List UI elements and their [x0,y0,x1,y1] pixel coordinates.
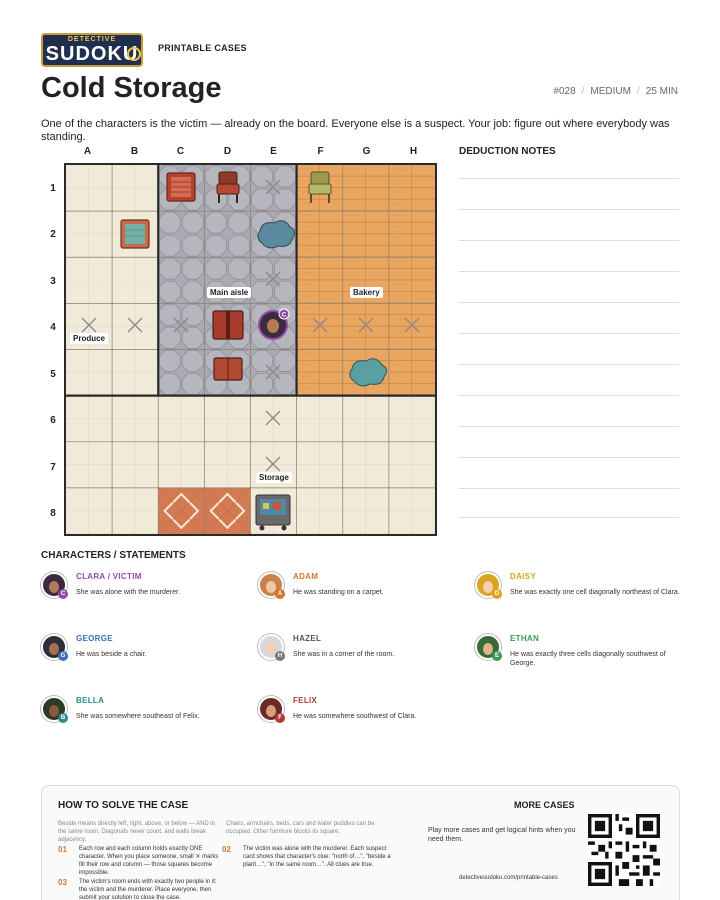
step-text: The victim was alone with the murderer. Each suspect card shows that character's clue: "north of…", "beside a plant…", "in the same room…". All clues are true. [243,846,391,868]
row-label-8: 8 [50,508,56,519]
avatar [475,634,501,660]
printable-label: PRINTABLE CASES [158,43,247,53]
step-text: The victim's room ends with exactly two people in it: the victim and the murderer. Place everyone, then submit your solution to close the case. [79,879,217,900]
column-label-f: F [317,146,324,157]
avatar [41,696,67,722]
character-statement: She was in a corner of the room. [293,651,395,658]
characters-title: CHARACTERS / STATEMENTS [41,550,186,561]
case-duration: 25 MIN [645,86,678,97]
character-name: CLARA / VICTIM [76,572,142,581]
column-label-c: C [176,146,185,157]
character-name: HAZEL [293,634,322,643]
note-line[interactable] [459,178,679,179]
character-name: DAISY [510,572,536,581]
step-text: Each row and each column holds exactly ONE character. When you place someone, small ✕ marks fill their row and column — those squares become impossible. [79,846,219,876]
room-label-main-aisle: Main aisle [207,287,251,298]
avatar [41,634,67,660]
character-badge: E [492,651,502,661]
row-label-7: 7 [50,462,56,473]
note-line[interactable] [459,271,679,272]
character-badge: D [492,589,502,599]
row-label-1: 1 [50,183,56,194]
column-label-d: D [223,146,232,157]
row-label-4: 4 [50,322,56,333]
column-label-g: G [362,146,371,157]
step-number: 02 [222,845,231,854]
note-line[interactable] [459,488,679,489]
character-statement: She was somewhere southeast of Felix. [76,713,200,720]
qr-code[interactable] [588,814,660,886]
character-name: BELLA [76,696,105,705]
puddle [258,221,295,248]
note-line[interactable] [459,209,679,210]
character-statement: He was somewhere southwest of Clara. [293,713,417,720]
character-statement: She was exactly one cell diagonally northeast of Clara. [510,589,680,596]
room-label-storage: Storage [256,472,292,483]
character-badge: G [58,651,68,661]
character-name: ETHAN [510,634,540,643]
avatar [258,696,284,722]
chair [214,358,242,380]
case-meta: #028 / MEDIUM / 25 MIN [553,86,678,97]
crate [121,220,149,248]
character-name: ADAM [293,572,319,581]
avatar [475,572,501,598]
character-statement: She was alone with the murderer. [76,589,180,596]
crate [167,173,195,201]
magnifier-icon [127,47,141,61]
column-label-a: A [83,146,92,157]
column-label-b: B [130,146,139,157]
note-line[interactable] [459,457,679,458]
row-label-2: 2 [50,229,56,240]
logo-top-text: DETECTIVE [67,36,117,43]
puzzle-board[interactable] [64,163,437,536]
logo [41,33,143,67]
column-label-e: E [270,146,277,157]
avatar [258,634,284,660]
more-cases-link[interactable]: detectivesudoku.com/printable-cases [459,875,558,881]
room-label-produce: Produce [70,333,108,344]
how-to-intro-right: Chairs, armchairs, beds, cars and water puddles can be occupied. Other furniture blocks its square. [226,821,375,835]
more-cases-text: Play more cases and get logical hints when you need them. [428,827,576,843]
avatar [41,572,67,598]
deduction-notes-title: DEDUCTION NOTES [459,146,556,157]
character-badge: A [275,589,285,599]
note-line[interactable] [459,364,679,365]
note-line[interactable] [459,302,679,303]
row-label-6: 6 [50,415,56,426]
character-name: GEORGE [76,634,113,643]
character-badge: F [275,713,285,723]
character-statement: He was beside a chair. [76,651,147,658]
character-badge: B [58,713,68,723]
avatar [258,572,284,598]
svg-text:C: C [281,312,287,319]
puddle [350,359,387,386]
shelf [213,311,243,339]
character-badge: C [58,589,68,599]
note-line[interactable] [459,517,679,518]
intro-text: One of the characters is the victim — already on the board. Everyone else is a suspect. Your job: figure out where everybody was standing. [41,118,670,143]
row-label-5: 5 [50,369,56,380]
character-badge: H [275,651,285,661]
case-number: #028 [553,86,576,97]
case-difficulty: MEDIUM [590,86,631,97]
step-number: 01 [58,845,67,854]
note-line[interactable] [459,240,679,241]
how-to-title: HOW TO SOLVE THE CASE [58,800,189,811]
note-line[interactable] [459,395,679,396]
more-cases-title: MORE CASES [514,800,575,810]
step-number: 03 [58,878,67,887]
character-statement: He was standing on a carpet. [293,589,384,596]
row-label-3: 3 [50,276,56,287]
how-to-intro-left: Beside means directly left, right, above, or below — AND in the same room. Diagonals never count, and walls break adjacency. [58,821,216,843]
character-name: FELIX [293,696,318,705]
logo-main-text: SUDOKU [45,43,139,65]
page-title: Cold Storage [41,72,222,104]
freezer-cart [256,495,290,531]
character-statement: He was exactly three cells diagonally southwest of George. [510,651,666,667]
room-label-bakery: Bakery [350,287,383,298]
note-line[interactable] [459,426,679,427]
note-line[interactable] [459,333,679,334]
column-label-h: H [409,146,418,157]
board-graphics [66,165,435,534]
